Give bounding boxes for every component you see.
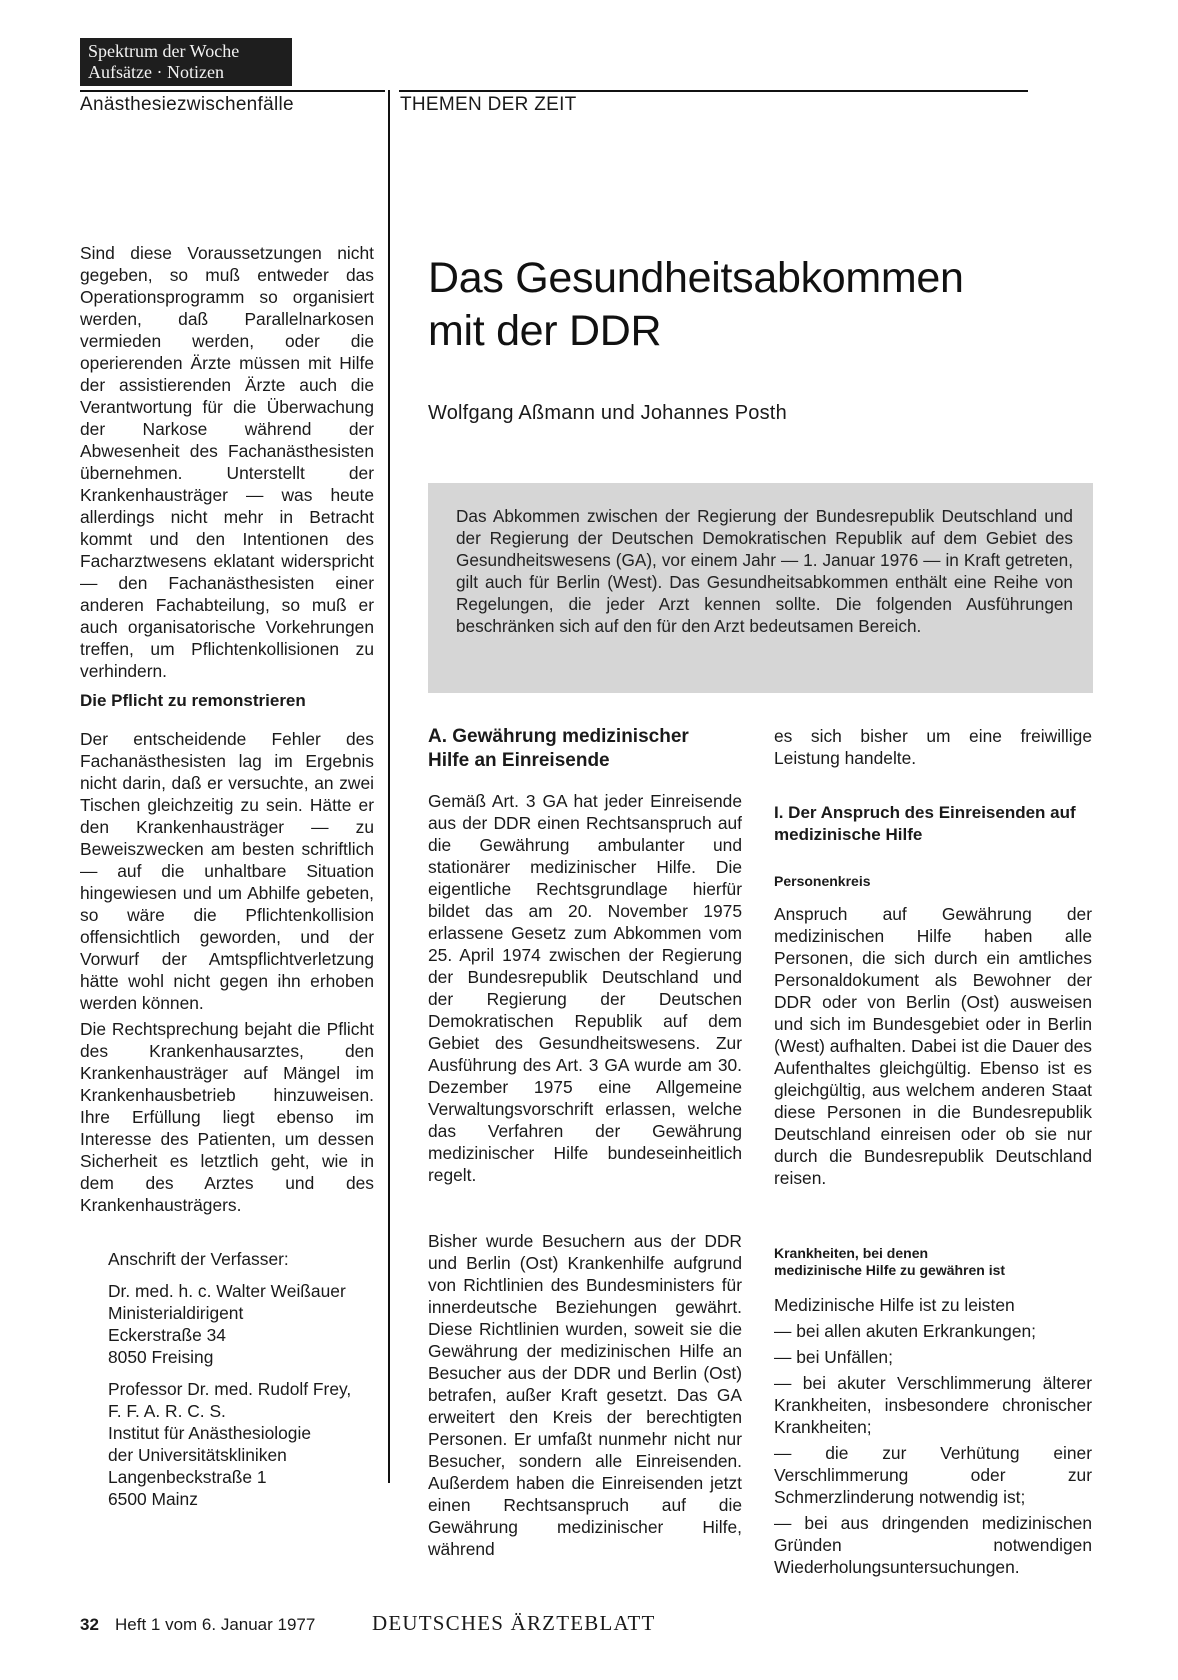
article-title-line1: Das Gesundheitsabkommen [428, 254, 964, 302]
list-item: — die zur Verhütung einer Verschlimmerung oder zur Schmerzlinderung notwendig ist; [774, 1443, 1092, 1507]
left-para-3: Die Rechtsprechung bejaht die Pflicht des Krankenhausarztes, den Krankenhausträger auf Mängel im Krankenhausbetrieb hinzuweisen. Ihre Erfüllung liegt ebenso im Interesse des Patienten, um dessen Sicherheit es letztlich geht, wie in dem des Arztes und des Krankenhausträgers. [80, 1019, 374, 1215]
header-rule-left [80, 90, 385, 92]
right-para-continued: es sich bisher um eine freiwillige Leistung handelte. [774, 726, 1092, 768]
list-item: — bei allen akuten Erkrankungen; [774, 1321, 1036, 1341]
address1-line1: Dr. med. h. c. Walter Weißauer [108, 1281, 346, 1301]
publication-name: DEUTSCHES ÄRZTEBLATT [372, 1611, 656, 1635]
right-para-1: Anspruch auf Gewährung der medizinischen Hilfe haben alle Personen, die sich durch ein amtliches Personaldokument als Bewohner der DDR oder von Berlin (Ost) ausweisen und sich im Bundesgebiet oder in Berlin (West) aufhalten. Dabei ist die Dauer des Aufenthaltes gleichgültig. Ebenso ist es gleichgültig, aus welchem anderen Staat diese Personen in die Bundesrepublik Deutschland einreisen oder ob sie nur durch die Bundesrepublik Deutschland reisen. [774, 904, 1092, 1188]
address1-line2: Ministerialdirigent [108, 1303, 244, 1323]
address-label: Anschrift der Verfasser: [108, 1249, 289, 1269]
column-divider [388, 90, 390, 1483]
address2-line2: F. F. A. R. C. S. [108, 1401, 226, 1421]
middle-heading: A. Gewährung medizinischer Hilfe an Einreisende [428, 726, 689, 771]
article-abstract: Das Abkommen zwischen der Regierung der Bundesrepublik Deutschland und der Regierung der Deutschen Demokratischen Republik auf dem Gebiet des Gesundheitswesens (GA), vor einem Jahr — 1. Januar 1976 — in Kraft getreten, gilt auch für Berlin (West). Das Gesundheitsabkommen enthält eine Reihe von Regelungen, die jeder Arzt kennen sollte. Die folgenden Ausführungen beschränken sich auf den für den Arzt bedeutsamen Bereich. [428, 483, 1093, 693]
right-subheading-krankheiten [774, 1245, 1092, 1279]
header-rule-right [399, 90, 1028, 92]
running-head-left: Anästhesiezwischenfälle [80, 94, 294, 115]
article-title-line2: mit der DDR [428, 307, 662, 355]
address1-line3: Eckerstraße 34 [108, 1325, 226, 1345]
list-item: — bei aus dringenden medizinischen Gründen notwendigen Wiederholungsuntersuchungen. [774, 1513, 1092, 1577]
running-head-right: THEMEN DER ZEIT [400, 94, 577, 115]
right-list-block [774, 1294, 1092, 1582]
section-tag [80, 38, 292, 86]
right-heading: I. Der Anspruch des Einreisenden auf medizinische Hilfe [774, 803, 1076, 844]
right-subheading-personenkreis: Personenkreis [774, 873, 871, 889]
article-authors: Wolfgang Aßmann und Johannes Posth [428, 402, 787, 424]
right-subheading-krankheiten-line1: Krankheiten, bei denen [774, 1245, 929, 1261]
left-heading: Die Pflicht zu remonstrieren [80, 691, 306, 710]
address2-line4: der Universitätskliniken [108, 1445, 287, 1465]
middle-para-1: Gemäß Art. 3 GA hat jeder Einreisende aus der DDR einen Rechtsanspruch auf die Gewährung ambulanter und stationärer medizinischer Hilfe. Die eigentliche Rechtsgrundlage hierfür bildet das am 20. November 1975 erlassene Gesetz zum Abkommen vom 25. April 1974 zwischen der Regierung der Bundesrepublik Deutschland und der Regierung der Deutschen Demokratischen Republik auf dem Gebiet des Gesundheitswesens. Zur Ausführung des Art. 3 GA wurde am 30. Dezember 1975 eine Allgemeine Verwaltungsvorschrift erlassen, welche das Verfahren der Gewährung medizinischer Hilfe bundeseinheitlich regelt. [428, 791, 742, 1185]
address2-line6: 6500 Mainz [108, 1489, 198, 1509]
middle-para-2: Bisher wurde Besuchern aus der DDR und Berlin (Ost) Krankenhilfe aufgrund von Richtlinien des Bundesministers für innerdeutsche Beziehungen gewährt. Diese Richtlinien wurden, soweit sie die Gewährung der medizinischen Hilfe an Besucher aus der DDR und Berlin (Ost) betrafen, außer Kraft gesetzt. Das GA erweitert den Kreis der berechtigten Personen. Er umfaßt nunmehr nicht nur Besucher, sondern alle Einreisenden. Außerdem haben die Einreisenden jetzt einen Rechtsanspruch auf die Gewährung medizinischer Hilfe, während [428, 1231, 742, 1559]
article-title [428, 252, 1128, 358]
address2-line3: Institut für Anästhesiologie [108, 1423, 312, 1443]
section-tag-line1: Spektrum der Woche [88, 41, 240, 61]
left-para-2: Der entscheidende Fehler des Fachanästhesisten lag im Ergebnis nicht darin, daß er versuchte, an zwei Tischen gleichzeitig zu sein. Hätte er den Krankenhausträger — zu Beweiszwecken am besten schriftlich — auf die unhaltbare Situation hingewiesen und um Abhilfe gebeten, so wäre die Pflichtenkollision offensichtlich geworden, und der Vorwurf der Amtspflichtverletzung hätte wohl nicht gegen ihn erhoben werden können. [80, 729, 374, 1013]
address2-line1: Professor Dr. med. Rudolf Frey, [108, 1379, 352, 1399]
address2-line5: Langenbeckstraße 1 [108, 1467, 267, 1487]
list-item: — bei akuter Verschlimmerung älterer Krankheiten, insbesondere chronischer Krankheiten; [774, 1373, 1092, 1437]
page-number: 32 [80, 1615, 99, 1634]
author-address [108, 1248, 388, 1510]
right-subheading-krankheiten-line2: medizinische Hilfe zu gewähren ist [774, 1262, 1006, 1278]
address1-line4: 8050 Freising [108, 1347, 214, 1367]
list-item: — bei Unfällen; [774, 1347, 893, 1367]
indication-list [774, 1320, 1092, 1578]
section-tag-line2: Aufsätze · Notizen [88, 62, 224, 82]
list-intro: Medizinische Hilfe ist zu leisten [774, 1295, 1015, 1315]
issue-info: Heft 1 vom 6. Januar 1977 [115, 1615, 316, 1634]
left-para-1: Sind diese Voraussetzungen nicht gegeben, so muß entweder das Operationsprogramm so organisiert werden, daß Parallelnarkosen vermieden werden, oder die operierenden Ärzte müssen mit Hilfe der assistierenden Ärzte auch die Verantwortung für die Überwachung der Narkose während der Abwesenheit des Fachanästhesisten übernehmen. Unterstellt der Krankenhausträger — was heute allerdings nicht mehr in Betracht kommt und den Intentionen des Facharztwesens eklatant widerspricht — den Fachanästhesisten einer anderen Fachabteilung, so muß er auch organisatorische Vorkehrungen treffen, um Pflichtenkollisionen zu verhindern. [80, 243, 374, 681]
